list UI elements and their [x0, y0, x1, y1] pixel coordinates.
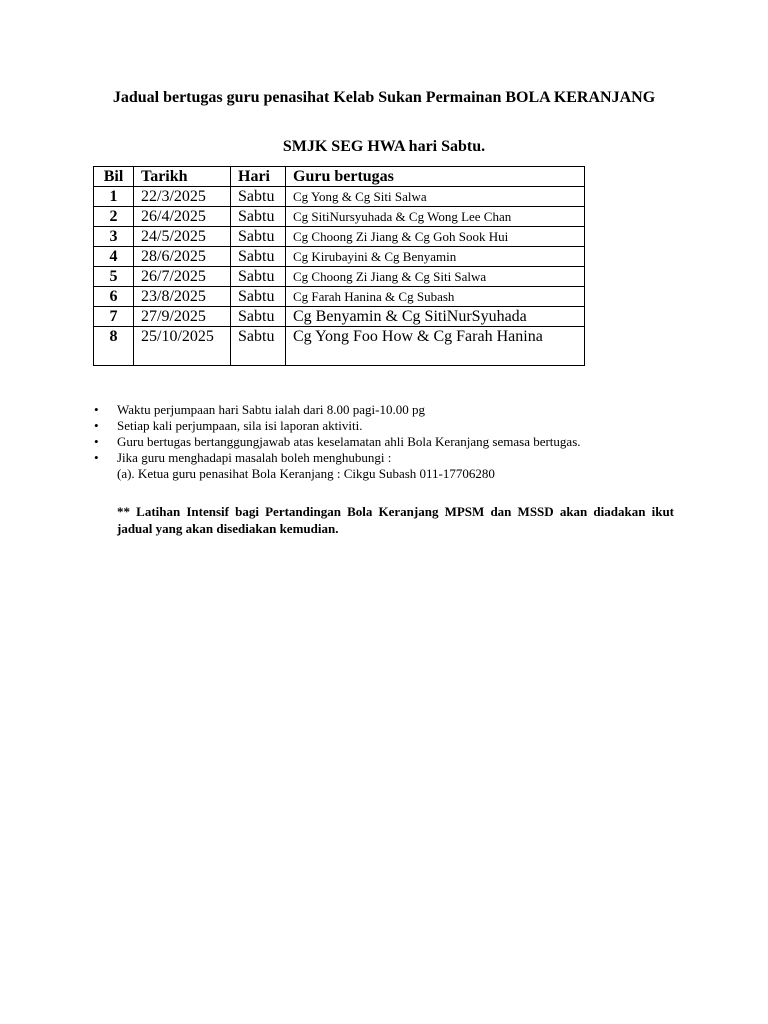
table-header-row [94, 167, 585, 187]
cell-hari: Sabtu [231, 307, 286, 327]
cell-bil: 4 [94, 247, 134, 267]
note-text: Jika guru menghadapi masalah boleh menghubungi : [117, 450, 392, 465]
note-text: Guru bertugas bertanggungjawab atas keselamatan ahli Bola Keranjang semasa bertugas. [117, 434, 581, 449]
cell-bil: 5 [94, 267, 134, 287]
cell-hari: Sabtu [231, 327, 286, 366]
list-item [94, 418, 674, 434]
table-row [94, 187, 585, 207]
bullet-icon: • [94, 418, 99, 433]
header-tarikh: Tarikh [134, 167, 231, 187]
document-title: Jadual bertugas guru penasihat Kelab Sukan Permainan BOLA KERANJANG [112, 89, 656, 106]
cell-guru: Cg Farah Hanina & Cg Subash [286, 287, 585, 307]
cell-tarikh: 28/6/2025 [134, 247, 231, 267]
table-row [94, 207, 585, 227]
cell-guru: Cg Yong Foo How & Cg Farah Hanina [286, 327, 585, 366]
cell-guru: Cg Kirubayini & Cg Benyamin [286, 247, 585, 267]
bullet-icon: • [94, 402, 99, 417]
cell-bil: 3 [94, 227, 134, 247]
cell-bil: 6 [94, 287, 134, 307]
header-hari: Hari [231, 167, 286, 187]
cell-hari: Sabtu [231, 287, 286, 307]
list-item [94, 402, 674, 418]
cell-bil: 7 [94, 307, 134, 327]
bullet-icon: • [94, 434, 99, 449]
cell-tarikh: 26/7/2025 [134, 267, 231, 287]
header-bil: Bil [94, 167, 134, 187]
contact-subnote: (a). Ketua guru penasihat Bola Keranjang : Cikgu Subash 011-17706280 [117, 466, 495, 481]
note-text: Waktu perjumpaan hari Sabtu ialah dari 8.00 pagi-10.00 pg [117, 402, 425, 417]
document-subtitle: SMJK SEG HWA hari Sabtu. [282, 138, 486, 155]
cell-hari: Sabtu [231, 187, 286, 207]
table-row [94, 267, 585, 287]
table-row [94, 287, 585, 307]
cell-hari: Sabtu [231, 227, 286, 247]
cell-guru: Cg Benyamin & Cg SitiNurSyuhada [286, 307, 585, 327]
cell-tarikh: 22/3/2025 [134, 187, 231, 207]
header-guru: Guru bertugas [286, 167, 585, 187]
table-row [94, 327, 585, 366]
cell-tarikh: 27/9/2025 [134, 307, 231, 327]
cell-hari: Sabtu [231, 267, 286, 287]
cell-bil: 1 [94, 187, 134, 207]
cell-tarikh: 26/4/2025 [134, 207, 231, 227]
training-notice: ** Latihan Intensif bagi Pertandingan Bola Keranjang MPSM dan MSSD akan diadakan ikut jadual yang akan disediakan kemudian. [117, 504, 674, 536]
list-item [94, 434, 674, 450]
cell-hari: Sabtu [231, 207, 286, 227]
note-text: Setiap kali perjumpaan, sila isi laporan aktiviti. [117, 418, 363, 433]
cell-guru: Cg Yong & Cg Siti Salwa [286, 187, 585, 207]
cell-guru: Cg Choong Zi Jiang & Cg Goh Sook Hui [286, 227, 585, 247]
table-row [94, 247, 585, 267]
cell-tarikh: 25/10/2025 [134, 327, 231, 366]
cell-bil: 8 [94, 327, 134, 366]
bullet-icon: • [94, 450, 99, 465]
table-row [94, 307, 585, 327]
cell-guru: Cg Choong Zi Jiang & Cg Siti Salwa [286, 267, 585, 287]
cell-bil: 2 [94, 207, 134, 227]
duty-roster-table [93, 166, 585, 366]
cell-tarikh: 24/5/2025 [134, 227, 231, 247]
list-item [94, 450, 674, 482]
cell-hari: Sabtu [231, 247, 286, 267]
table-row [94, 227, 585, 247]
cell-tarikh: 23/8/2025 [134, 287, 231, 307]
notes-list [94, 402, 674, 482]
cell-guru: Cg SitiNursyuhada & Cg Wong Lee Chan [286, 207, 585, 227]
